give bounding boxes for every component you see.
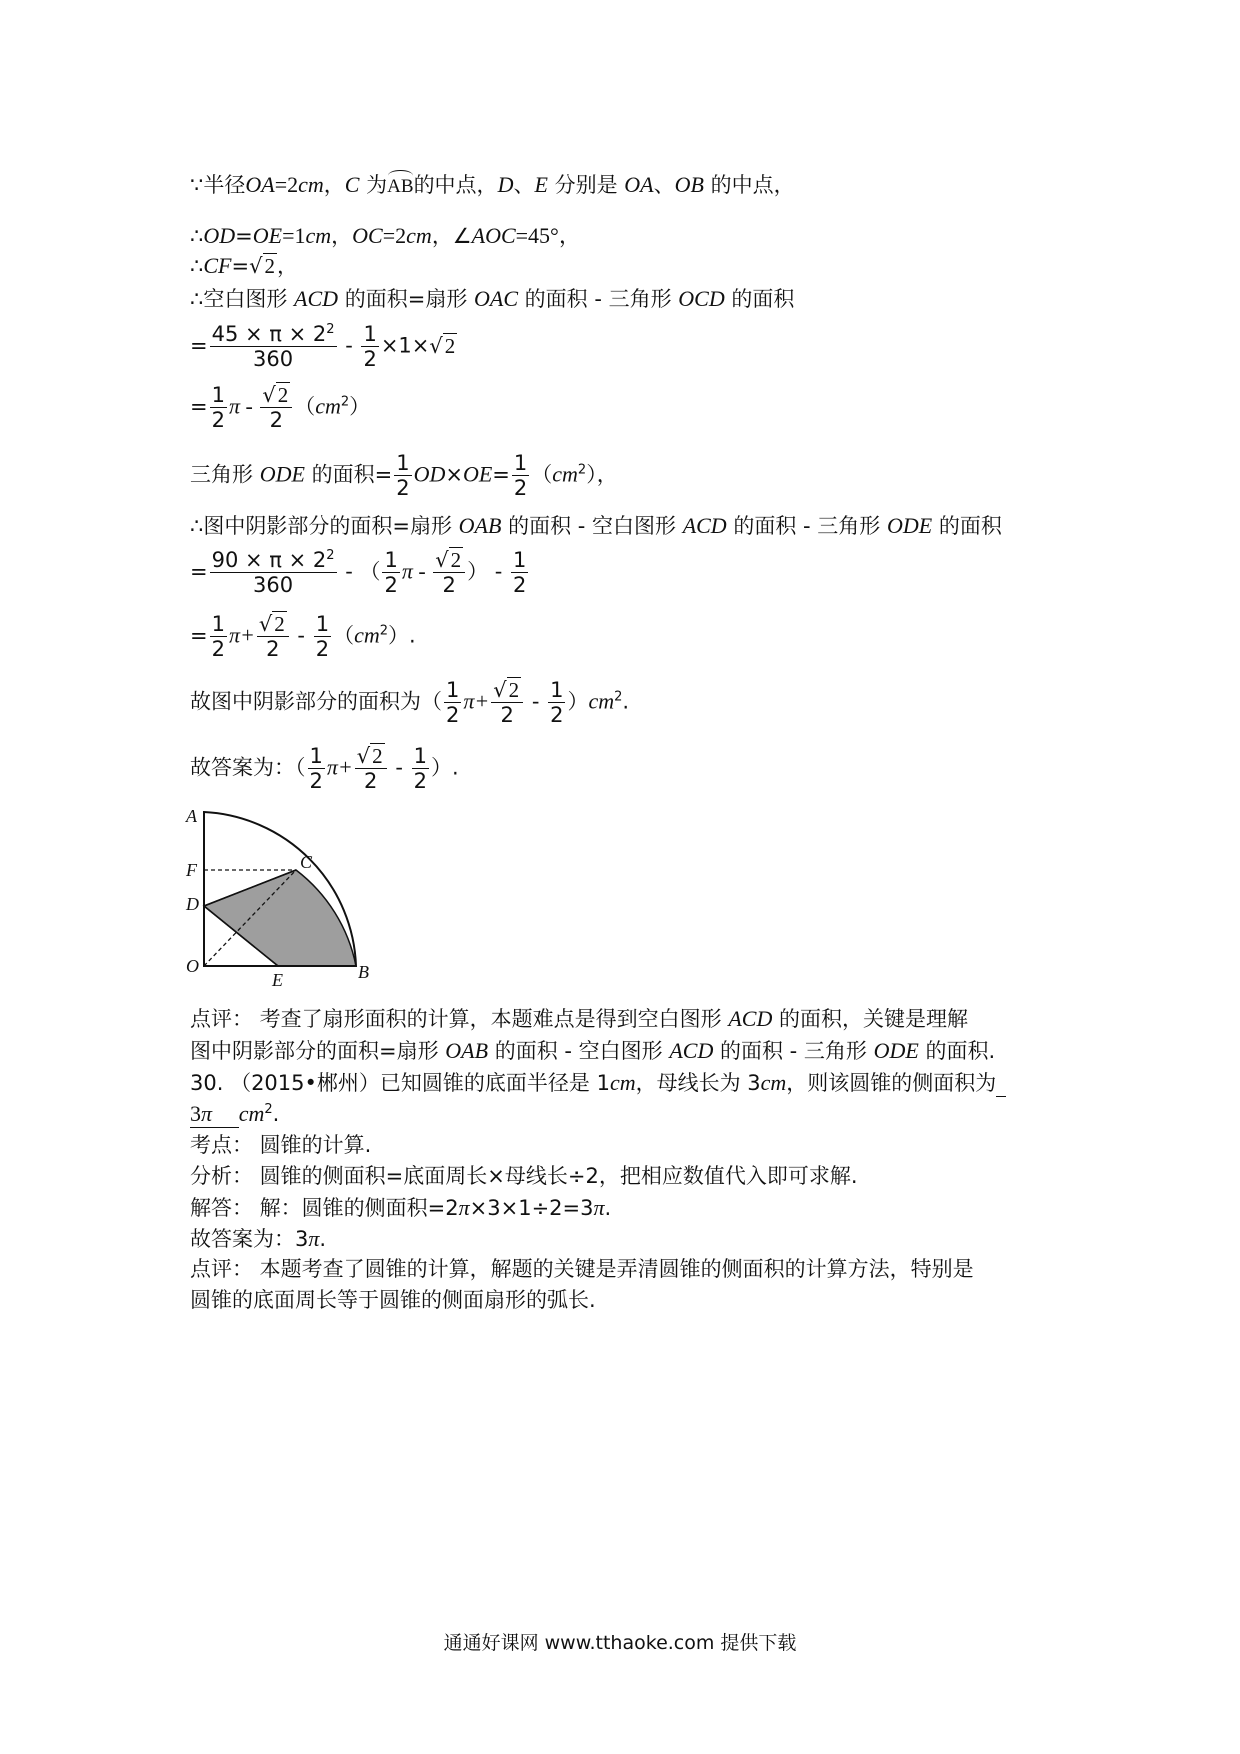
fraction: $\frac{1}{2}$	[446, 678, 460, 728]
line-5: = $\frac{45 \times \pi \times 2^2}{360}$ - $\frac{1}{2}$ ×1×√2	[190, 322, 456, 372]
line-19: 解答： 解：圆锥的侧面积=2π×3×1÷2=3π.	[190, 1195, 612, 1220]
label-b: B	[358, 962, 369, 982]
fraction: $\frac{90 \times \pi \times 2^2}{360}$	[211, 548, 335, 598]
line-13: 点评： 考查了扇形面积的计算，本题难点是得到空白图形 ACD 的面积，关键是理解	[190, 1006, 969, 1031]
fraction: $\frac{√2}{2}$	[355, 744, 387, 793]
line-12: 故答案为：（ $\frac{1}{2}$ π+ $\frac{√2}{2}$ - $\frac{1}{2}$ ）.	[190, 744, 459, 794]
line-21: 点评： 本题考查了圆锥的计算，解题的关键是弄清圆锥的侧面积的计算方法，特别是	[190, 1257, 974, 1281]
sqrt-symbol: √2	[429, 333, 456, 358]
geometry-figure	[182, 808, 422, 988]
label-o: O	[186, 956, 199, 976]
page-footer: 通通好课网 www.tthaoke.com 提供下载	[443, 1632, 797, 1654]
fraction: $\frac{1}{2}$	[513, 451, 528, 501]
line-14: 图中阴影部分的面积=扇形 OAB 的面积 - 空白图形 ACD 的面积 - 三角形 ODE 的面积.	[190, 1038, 996, 1063]
fraction: $\frac{√2}{2}$	[257, 612, 289, 661]
fraction: $\frac{√2}{2}$	[433, 548, 465, 597]
line-2: ∴OD=OE=1cm，OC=2cm，∠AOC=45°，	[190, 223, 581, 248]
line-11: 故图中阴影部分的面积为（ $\frac{1}{2}$ π+ $\frac{√2}{2}$ - $\frac{1}{2}$ ）$cm^2$.	[190, 678, 630, 728]
answer-blank: 3π	[190, 1101, 239, 1128]
fraction: $\frac{1}{2}$	[513, 548, 527, 598]
line-1: ∵半径OA=2cm，C 为AB的中点，D、E 分别是 OA、OB 的中点，	[190, 172, 795, 197]
arc-ab: AB	[387, 176, 414, 197]
line-20: 故答案为：3π.	[190, 1226, 327, 1251]
label-c: C	[300, 852, 313, 872]
line-8: ∴图中阴影部分的面积=扇形 OAB 的面积 - 空白图形 ACD 的面积 - 三角形 ODE 的面积	[190, 513, 1002, 538]
fraction: $\frac{1}{2}$	[211, 383, 225, 433]
fraction: $\frac{√2}{2}$	[491, 678, 523, 727]
fraction: $\frac{1}{2}$	[363, 322, 377, 372]
line-15: 30. （2015•郴州）已知圆锥的底面半径是 1cm，母线长为 3cm，则该圆锥的侧面积为	[190, 1070, 1006, 1097]
label-a: A	[186, 808, 197, 826]
line-4: ∴空白图形 ACD 的面积=扇形 OAC 的面积 - 三角形 OCD 的面积	[190, 286, 795, 311]
fraction: $\frac{1}{2}$	[315, 612, 330, 662]
answer-blank	[996, 1071, 1006, 1097]
fraction: $\frac{1}{2}$	[309, 744, 323, 794]
line-22: 圆锥的底面周长等于圆锥的侧面扇形的弧长.	[190, 1288, 596, 1312]
line-16: 3π $cm^2$.	[190, 1101, 279, 1128]
label-e: E	[272, 970, 283, 988]
line-9: = $\frac{90 \times \pi \times 2^2}{360}$ - （ $\frac{1}{2}$ π - $\frac{√2}{2}$ ） - $\frac{1}{2}$	[190, 548, 527, 598]
line-10: = $\frac{1}{2}$ π+ $\frac{√2}{2}$ - $\frac{1}{2}$ $(cm^2)$.	[190, 612, 416, 662]
fraction: $\frac{√2}{2}$	[260, 383, 292, 432]
fraction: $\frac{1}{2}$	[211, 612, 225, 662]
sqrt-symbol: √2	[249, 254, 275, 278]
shaded-region	[204, 870, 356, 966]
line-3: ∴CF=√2，	[190, 253, 298, 278]
line-6: = $\frac{1}{2}$ π - $\frac{√2}{2}$ $(cm^2)$	[190, 383, 371, 433]
fraction: $\frac{45 \times \pi \times 2^2}{360}$	[211, 322, 335, 372]
line-7: 三角形 ODE 的面积= $\frac{1}{2}$ OD×OE= $\frac{1}{2}$ $(cm^2)$，	[190, 451, 618, 501]
label-f: F	[186, 860, 197, 880]
label-d: D	[186, 894, 199, 914]
fraction: $\frac{1}{2}$	[413, 744, 427, 794]
line-18: 分析： 圆锥的侧面积=底面周长×母线长÷2，把相应数值代入即可求解.	[190, 1164, 858, 1188]
fraction: $\frac{1}{2}$	[396, 451, 410, 501]
fraction: $\frac{1}{2}$	[384, 548, 398, 598]
fraction: $\frac{1}{2}$	[550, 678, 564, 728]
line-17: 考点： 圆锥的计算.	[190, 1133, 372, 1157]
